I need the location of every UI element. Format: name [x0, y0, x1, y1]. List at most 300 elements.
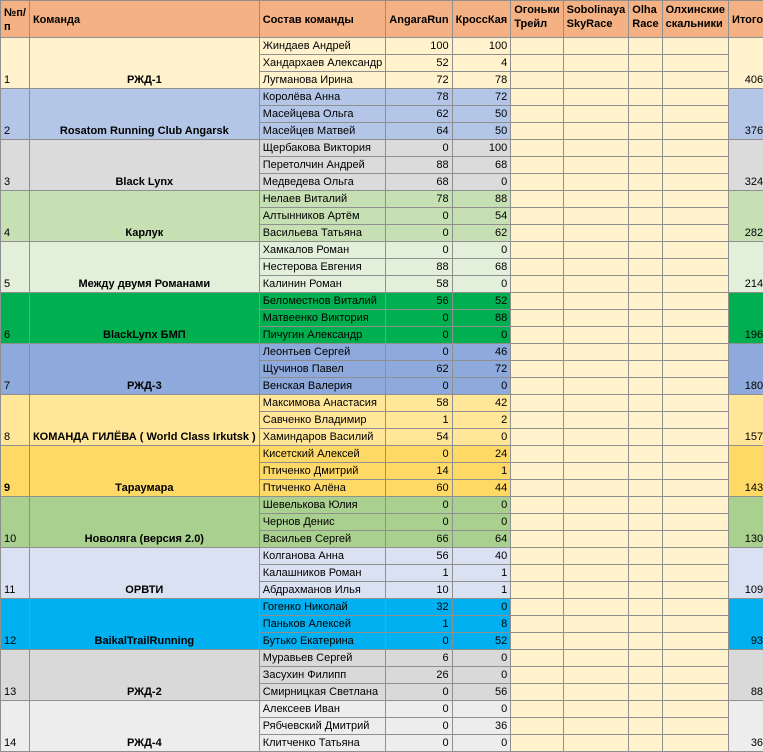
olha-score-cell[interactable] [629, 72, 662, 89]
krosskaya-score-cell[interactable]: 52 [452, 633, 511, 650]
sobolinaya-score-cell[interactable] [563, 191, 629, 208]
team-total-cell[interactable]: 196 [729, 293, 763, 344]
member-name-cell[interactable]: Масейцев Матвей [259, 123, 386, 140]
ogonki-score-cell[interactable] [511, 38, 563, 55]
sobolinaya-score-cell[interactable] [563, 344, 629, 361]
krosskaya-score-cell[interactable]: 0 [452, 599, 511, 616]
olkhinskie-score-cell[interactable] [662, 497, 728, 514]
member-name-cell[interactable]: Паньков Алексей [259, 616, 386, 633]
angararun-score-cell[interactable]: 60 [386, 480, 452, 497]
angararun-score-cell[interactable]: 54 [386, 429, 452, 446]
header-num[interactable]: №п/п [1, 1, 30, 38]
olkhinskie-score-cell[interactable] [662, 208, 728, 225]
team-number-cell[interactable]: 14 [1, 701, 30, 752]
krosskaya-score-cell[interactable]: 78 [452, 72, 511, 89]
krosskaya-score-cell[interactable]: 52 [452, 293, 511, 310]
ogonki-score-cell[interactable] [511, 446, 563, 463]
header-sobolinaya[interactable]: Sobolinaya SkyRace [563, 1, 629, 38]
sobolinaya-score-cell[interactable] [563, 599, 629, 616]
olha-score-cell[interactable] [629, 174, 662, 191]
team-total-cell[interactable]: 36 [729, 701, 763, 752]
ogonki-score-cell[interactable] [511, 378, 563, 395]
krosskaya-score-cell[interactable]: 62 [452, 225, 511, 242]
angararun-score-cell[interactable]: 0 [386, 684, 452, 701]
angararun-score-cell[interactable]: 72 [386, 72, 452, 89]
krosskaya-score-cell[interactable]: 88 [452, 310, 511, 327]
team-total-cell[interactable]: 93 [729, 599, 763, 650]
olkhinskie-score-cell[interactable] [662, 140, 728, 157]
angararun-score-cell[interactable]: 0 [386, 701, 452, 718]
olha-score-cell[interactable] [629, 735, 662, 752]
member-name-cell[interactable]: Рябчевский Дмитрий [259, 718, 386, 735]
sobolinaya-score-cell[interactable] [563, 89, 629, 106]
krosskaya-score-cell[interactable]: 56 [452, 684, 511, 701]
team-total-cell[interactable]: 406 [729, 38, 763, 89]
angararun-score-cell[interactable]: 66 [386, 531, 452, 548]
member-name-cell[interactable]: Кисетский Алексей [259, 446, 386, 463]
header-total[interactable]: Итого [729, 1, 763, 38]
member-name-cell[interactable]: Хамкалов Роман [259, 242, 386, 259]
krosskaya-score-cell[interactable]: 100 [452, 140, 511, 157]
sobolinaya-score-cell[interactable] [563, 174, 629, 191]
olkhinskie-score-cell[interactable] [662, 327, 728, 344]
member-name-cell[interactable]: Калинин Роман [259, 276, 386, 293]
team-name-cell[interactable]: РЖД-3 [29, 344, 259, 395]
olkhinskie-score-cell[interactable] [662, 735, 728, 752]
sobolinaya-score-cell[interactable] [563, 548, 629, 565]
olha-score-cell[interactable] [629, 191, 662, 208]
team-total-cell[interactable]: 143 [729, 446, 763, 497]
member-name-cell[interactable]: Нестерова Евгения [259, 259, 386, 276]
team-number-cell[interactable]: 10 [1, 497, 30, 548]
member-name-cell[interactable]: Абдрахманов Илья [259, 582, 386, 599]
olha-score-cell[interactable] [629, 548, 662, 565]
ogonki-score-cell[interactable] [511, 276, 563, 293]
member-name-cell[interactable]: Нелаев Виталий [259, 191, 386, 208]
team-number-cell[interactable]: 6 [1, 293, 30, 344]
header-team[interactable]: Команда [29, 1, 259, 38]
team-name-cell[interactable]: Карлук [29, 191, 259, 242]
ogonki-score-cell[interactable] [511, 72, 563, 89]
sobolinaya-score-cell[interactable] [563, 412, 629, 429]
sobolinaya-score-cell[interactable] [563, 72, 629, 89]
olha-score-cell[interactable] [629, 157, 662, 174]
angararun-score-cell[interactable]: 14 [386, 463, 452, 480]
olkhinskie-score-cell[interactable] [662, 191, 728, 208]
olha-score-cell[interactable] [629, 565, 662, 582]
olkhinskie-score-cell[interactable] [662, 650, 728, 667]
team-total-cell[interactable]: 214 [729, 242, 763, 293]
member-name-cell[interactable]: Медведева Ольга [259, 174, 386, 191]
olha-score-cell[interactable] [629, 310, 662, 327]
ogonki-score-cell[interactable] [511, 667, 563, 684]
team-number-cell[interactable]: 12 [1, 599, 30, 650]
olha-score-cell[interactable] [629, 633, 662, 650]
ogonki-score-cell[interactable] [511, 395, 563, 412]
krosskaya-score-cell[interactable]: 8 [452, 616, 511, 633]
angararun-score-cell[interactable]: 6 [386, 650, 452, 667]
team-name-cell[interactable]: Black Lynx [29, 140, 259, 191]
krosskaya-score-cell[interactable]: 100 [452, 38, 511, 55]
olkhinskie-score-cell[interactable] [662, 548, 728, 565]
krosskaya-score-cell[interactable]: 36 [452, 718, 511, 735]
ogonki-score-cell[interactable] [511, 140, 563, 157]
sobolinaya-score-cell[interactable] [563, 616, 629, 633]
olkhinskie-score-cell[interactable] [662, 89, 728, 106]
olkhinskie-score-cell[interactable] [662, 361, 728, 378]
member-name-cell[interactable]: Гогенко Николай [259, 599, 386, 616]
olha-score-cell[interactable] [629, 259, 662, 276]
ogonki-score-cell[interactable] [511, 55, 563, 72]
olha-score-cell[interactable] [629, 225, 662, 242]
olha-score-cell[interactable] [629, 497, 662, 514]
angararun-score-cell[interactable]: 0 [386, 310, 452, 327]
olha-score-cell[interactable] [629, 378, 662, 395]
team-number-cell[interactable]: 3 [1, 140, 30, 191]
sobolinaya-score-cell[interactable] [563, 735, 629, 752]
member-name-cell[interactable]: Васильева Татьяна [259, 225, 386, 242]
angararun-score-cell[interactable]: 1 [386, 616, 452, 633]
sobolinaya-score-cell[interactable] [563, 157, 629, 174]
krosskaya-score-cell[interactable]: 0 [452, 650, 511, 667]
olha-score-cell[interactable] [629, 89, 662, 106]
ogonki-score-cell[interactable] [511, 429, 563, 446]
sobolinaya-score-cell[interactable] [563, 310, 629, 327]
team-total-cell[interactable]: 130 [729, 497, 763, 548]
member-name-cell[interactable]: Алексеев Иван [259, 701, 386, 718]
olha-score-cell[interactable] [629, 293, 662, 310]
team-name-cell[interactable]: BlackLynx БМП [29, 293, 259, 344]
angararun-score-cell[interactable]: 0 [386, 327, 452, 344]
olkhinskie-score-cell[interactable] [662, 106, 728, 123]
sobolinaya-score-cell[interactable] [563, 480, 629, 497]
sobolinaya-score-cell[interactable] [563, 55, 629, 72]
sobolinaya-score-cell[interactable] [563, 38, 629, 55]
olkhinskie-score-cell[interactable] [662, 582, 728, 599]
olha-score-cell[interactable] [629, 140, 662, 157]
member-name-cell[interactable]: Лугманова Ирина [259, 72, 386, 89]
ogonki-score-cell[interactable] [511, 344, 563, 361]
olkhinskie-score-cell[interactable] [662, 463, 728, 480]
team-total-cell[interactable]: 376 [729, 89, 763, 140]
olha-score-cell[interactable] [629, 599, 662, 616]
angararun-score-cell[interactable]: 0 [386, 242, 452, 259]
sobolinaya-score-cell[interactable] [563, 463, 629, 480]
team-number-cell[interactable]: 13 [1, 650, 30, 701]
olha-score-cell[interactable] [629, 395, 662, 412]
team-number-cell[interactable]: 8 [1, 395, 30, 446]
olha-score-cell[interactable] [629, 55, 662, 72]
krosskaya-score-cell[interactable]: 88 [452, 191, 511, 208]
angararun-score-cell[interactable]: 26 [386, 667, 452, 684]
olha-score-cell[interactable] [629, 429, 662, 446]
olkhinskie-score-cell[interactable] [662, 684, 728, 701]
sobolinaya-score-cell[interactable] [563, 378, 629, 395]
olkhinskie-score-cell[interactable] [662, 718, 728, 735]
angararun-score-cell[interactable]: 32 [386, 599, 452, 616]
olha-score-cell[interactable] [629, 701, 662, 718]
angararun-score-cell[interactable]: 0 [386, 225, 452, 242]
member-name-cell[interactable]: Смирницкая Светлана [259, 684, 386, 701]
olkhinskie-score-cell[interactable] [662, 242, 728, 259]
krosskaya-score-cell[interactable]: 44 [452, 480, 511, 497]
krosskaya-score-cell[interactable]: 0 [452, 429, 511, 446]
krosskaya-score-cell[interactable]: 42 [452, 395, 511, 412]
team-number-cell[interactable]: 5 [1, 242, 30, 293]
angararun-score-cell[interactable]: 88 [386, 157, 452, 174]
ogonki-score-cell[interactable] [511, 735, 563, 752]
sobolinaya-score-cell[interactable] [563, 701, 629, 718]
ogonki-score-cell[interactable] [511, 480, 563, 497]
krosskaya-score-cell[interactable]: 0 [452, 667, 511, 684]
krosskaya-score-cell[interactable]: 50 [452, 106, 511, 123]
team-name-cell[interactable]: Новоляга (версия 2.0) [29, 497, 259, 548]
sobolinaya-score-cell[interactable] [563, 684, 629, 701]
member-name-cell[interactable]: Королёва Анна [259, 89, 386, 106]
team-total-cell[interactable]: 324 [729, 140, 763, 191]
member-name-cell[interactable]: Хандархаев Александр [259, 55, 386, 72]
sobolinaya-score-cell[interactable] [563, 446, 629, 463]
ogonki-score-cell[interactable] [511, 123, 563, 140]
ogonki-score-cell[interactable] [511, 327, 563, 344]
olkhinskie-score-cell[interactable] [662, 616, 728, 633]
member-name-cell[interactable]: Пичугин Александр [259, 327, 386, 344]
olkhinskie-score-cell[interactable] [662, 157, 728, 174]
ogonki-score-cell[interactable] [511, 89, 563, 106]
olkhinskie-score-cell[interactable] [662, 276, 728, 293]
angararun-score-cell[interactable]: 56 [386, 548, 452, 565]
member-name-cell[interactable]: Максимова Анастасия [259, 395, 386, 412]
krosskaya-score-cell[interactable]: 0 [452, 514, 511, 531]
olha-score-cell[interactable] [629, 276, 662, 293]
krosskaya-score-cell[interactable]: 1 [452, 565, 511, 582]
olha-score-cell[interactable] [629, 412, 662, 429]
krosskaya-score-cell[interactable]: 0 [452, 242, 511, 259]
member-name-cell[interactable]: Перетолчин Андрей [259, 157, 386, 174]
olha-score-cell[interactable] [629, 582, 662, 599]
ogonki-score-cell[interactable] [511, 514, 563, 531]
ogonki-score-cell[interactable] [511, 599, 563, 616]
ogonki-score-cell[interactable] [511, 361, 563, 378]
member-name-cell[interactable]: Жиндаев Андрей [259, 38, 386, 55]
sobolinaya-score-cell[interactable] [563, 565, 629, 582]
sobolinaya-score-cell[interactable] [563, 531, 629, 548]
sobolinaya-score-cell[interactable] [563, 497, 629, 514]
angararun-score-cell[interactable]: 88 [386, 259, 452, 276]
ogonki-score-cell[interactable] [511, 718, 563, 735]
olkhinskie-score-cell[interactable] [662, 378, 728, 395]
krosskaya-score-cell[interactable]: 46 [452, 344, 511, 361]
angararun-score-cell[interactable]: 62 [386, 361, 452, 378]
ogonki-score-cell[interactable] [511, 650, 563, 667]
member-name-cell[interactable]: Колганова Анна [259, 548, 386, 565]
sobolinaya-score-cell[interactable] [563, 259, 629, 276]
team-name-cell[interactable]: Между двумя Романами [29, 242, 259, 293]
member-name-cell[interactable]: Щучинов Павел [259, 361, 386, 378]
angararun-score-cell[interactable]: 1 [386, 412, 452, 429]
member-name-cell[interactable]: Птиченко Дмитрий [259, 463, 386, 480]
angararun-score-cell[interactable]: 0 [386, 208, 452, 225]
angararun-score-cell[interactable]: 0 [386, 497, 452, 514]
olkhinskie-score-cell[interactable] [662, 395, 728, 412]
angararun-score-cell[interactable]: 64 [386, 123, 452, 140]
sobolinaya-score-cell[interactable] [563, 293, 629, 310]
angararun-score-cell[interactable]: 78 [386, 191, 452, 208]
angararun-score-cell[interactable]: 68 [386, 174, 452, 191]
krosskaya-score-cell[interactable]: 4 [452, 55, 511, 72]
olha-score-cell[interactable] [629, 123, 662, 140]
sobolinaya-score-cell[interactable] [563, 429, 629, 446]
ogonki-score-cell[interactable] [511, 310, 563, 327]
krosskaya-score-cell[interactable]: 68 [452, 259, 511, 276]
member-name-cell[interactable]: Матвеенко Виктория [259, 310, 386, 327]
krosskaya-score-cell[interactable]: 0 [452, 735, 511, 752]
angararun-score-cell[interactable]: 10 [386, 582, 452, 599]
member-name-cell[interactable]: Беломестнов Виталий [259, 293, 386, 310]
olkhinskie-score-cell[interactable] [662, 293, 728, 310]
olkhinskie-score-cell[interactable] [662, 72, 728, 89]
krosskaya-score-cell[interactable]: 0 [452, 497, 511, 514]
member-name-cell[interactable]: Леонтьев Сергей [259, 344, 386, 361]
olkhinskie-score-cell[interactable] [662, 38, 728, 55]
angararun-score-cell[interactable]: 0 [386, 378, 452, 395]
angararun-score-cell[interactable]: 0 [386, 446, 452, 463]
ogonki-score-cell[interactable] [511, 497, 563, 514]
olha-score-cell[interactable] [629, 208, 662, 225]
header-ogonki[interactable]: Огоньки Трейл [511, 1, 563, 38]
olkhinskie-score-cell[interactable] [662, 633, 728, 650]
olha-score-cell[interactable] [629, 446, 662, 463]
header-olkhinskie[interactable]: Олхинские скальники [662, 1, 728, 38]
olha-score-cell[interactable] [629, 616, 662, 633]
header-olha[interactable]: Olha Race [629, 1, 662, 38]
ogonki-score-cell[interactable] [511, 191, 563, 208]
sobolinaya-score-cell[interactable] [563, 106, 629, 123]
team-name-cell[interactable]: ОРВТИ [29, 548, 259, 599]
olkhinskie-score-cell[interactable] [662, 429, 728, 446]
olha-score-cell[interactable] [629, 344, 662, 361]
krosskaya-score-cell[interactable]: 24 [452, 446, 511, 463]
angararun-score-cell[interactable]: 0 [386, 718, 452, 735]
krosskaya-score-cell[interactable]: 72 [452, 361, 511, 378]
angararun-score-cell[interactable]: 78 [386, 89, 452, 106]
team-name-cell[interactable]: КОМАНДА ГИЛЁВА ( World Class Irkutsk ) [29, 395, 259, 446]
olkhinskie-score-cell[interactable] [662, 412, 728, 429]
olha-score-cell[interactable] [629, 514, 662, 531]
member-name-cell[interactable]: Алтынников Артём [259, 208, 386, 225]
ogonki-score-cell[interactable] [511, 106, 563, 123]
angararun-score-cell[interactable]: 0 [386, 344, 452, 361]
sobolinaya-score-cell[interactable] [563, 123, 629, 140]
olkhinskie-score-cell[interactable] [662, 259, 728, 276]
team-number-cell[interactable]: 2 [1, 89, 30, 140]
olkhinskie-score-cell[interactable] [662, 701, 728, 718]
ogonki-score-cell[interactable] [511, 412, 563, 429]
team-total-cell[interactable]: 109 [729, 548, 763, 599]
krosskaya-score-cell[interactable]: 0 [452, 327, 511, 344]
olha-score-cell[interactable] [629, 718, 662, 735]
ogonki-score-cell[interactable] [511, 208, 563, 225]
member-name-cell[interactable]: Щербакова Виктория [259, 140, 386, 157]
ogonki-score-cell[interactable] [511, 684, 563, 701]
olha-score-cell[interactable] [629, 361, 662, 378]
olkhinskie-score-cell[interactable] [662, 123, 728, 140]
olkhinskie-score-cell[interactable] [662, 225, 728, 242]
krosskaya-score-cell[interactable]: 68 [452, 157, 511, 174]
sobolinaya-score-cell[interactable] [563, 633, 629, 650]
ogonki-score-cell[interactable] [511, 565, 563, 582]
member-name-cell[interactable]: Клитченко Татьяна [259, 735, 386, 752]
angararun-score-cell[interactable]: 0 [386, 514, 452, 531]
angararun-score-cell[interactable]: 62 [386, 106, 452, 123]
member-name-cell[interactable]: Шевелькова Юлия [259, 497, 386, 514]
angararun-score-cell[interactable]: 1 [386, 565, 452, 582]
member-name-cell[interactable]: Чернов Денис [259, 514, 386, 531]
olkhinskie-score-cell[interactable] [662, 55, 728, 72]
sobolinaya-score-cell[interactable] [563, 514, 629, 531]
olha-score-cell[interactable] [629, 242, 662, 259]
sobolinaya-score-cell[interactable] [563, 208, 629, 225]
header-members[interactable]: Состав команды [259, 1, 386, 38]
olkhinskie-score-cell[interactable] [662, 667, 728, 684]
ogonki-score-cell[interactable] [511, 463, 563, 480]
olha-score-cell[interactable] [629, 667, 662, 684]
angararun-score-cell[interactable]: 58 [386, 395, 452, 412]
angararun-score-cell[interactable]: 56 [386, 293, 452, 310]
angararun-score-cell[interactable]: 58 [386, 276, 452, 293]
team-name-cell[interactable]: РЖД-2 [29, 650, 259, 701]
team-name-cell[interactable]: Тараумара [29, 446, 259, 497]
olkhinskie-score-cell[interactable] [662, 531, 728, 548]
team-number-cell[interactable]: 4 [1, 191, 30, 242]
olkhinskie-score-cell[interactable] [662, 174, 728, 191]
sobolinaya-score-cell[interactable] [563, 718, 629, 735]
sobolinaya-score-cell[interactable] [563, 140, 629, 157]
krosskaya-score-cell[interactable]: 40 [452, 548, 511, 565]
ogonki-score-cell[interactable] [511, 242, 563, 259]
team-number-cell[interactable]: 1 [1, 38, 30, 89]
sobolinaya-score-cell[interactable] [563, 225, 629, 242]
ogonki-score-cell[interactable] [511, 225, 563, 242]
angararun-score-cell[interactable]: 100 [386, 38, 452, 55]
team-total-cell[interactable]: 180 [729, 344, 763, 395]
olkhinskie-score-cell[interactable] [662, 344, 728, 361]
header-angararun[interactable]: AngaraRun [386, 1, 452, 38]
ogonki-score-cell[interactable] [511, 531, 563, 548]
krosskaya-score-cell[interactable]: 1 [452, 582, 511, 599]
olkhinskie-score-cell[interactable] [662, 514, 728, 531]
krosskaya-score-cell[interactable]: 0 [452, 701, 511, 718]
angararun-score-cell[interactable]: 0 [386, 633, 452, 650]
olkhinskie-score-cell[interactable] [662, 310, 728, 327]
member-name-cell[interactable]: Бутько Екатерина [259, 633, 386, 650]
team-total-cell[interactable]: 88 [729, 650, 763, 701]
olha-score-cell[interactable] [629, 106, 662, 123]
olha-score-cell[interactable] [629, 684, 662, 701]
olha-score-cell[interactable] [629, 327, 662, 344]
krosskaya-score-cell[interactable]: 72 [452, 89, 511, 106]
ogonki-score-cell[interactable] [511, 548, 563, 565]
olkhinskie-score-cell[interactable] [662, 446, 728, 463]
sobolinaya-score-cell[interactable] [563, 667, 629, 684]
ogonki-score-cell[interactable] [511, 293, 563, 310]
olha-score-cell[interactable] [629, 480, 662, 497]
ogonki-score-cell[interactable] [511, 633, 563, 650]
member-name-cell[interactable]: Муравьев Сергей [259, 650, 386, 667]
krosskaya-score-cell[interactable]: 0 [452, 174, 511, 191]
sobolinaya-score-cell[interactable] [563, 395, 629, 412]
team-total-cell[interactable]: 157 [729, 395, 763, 446]
